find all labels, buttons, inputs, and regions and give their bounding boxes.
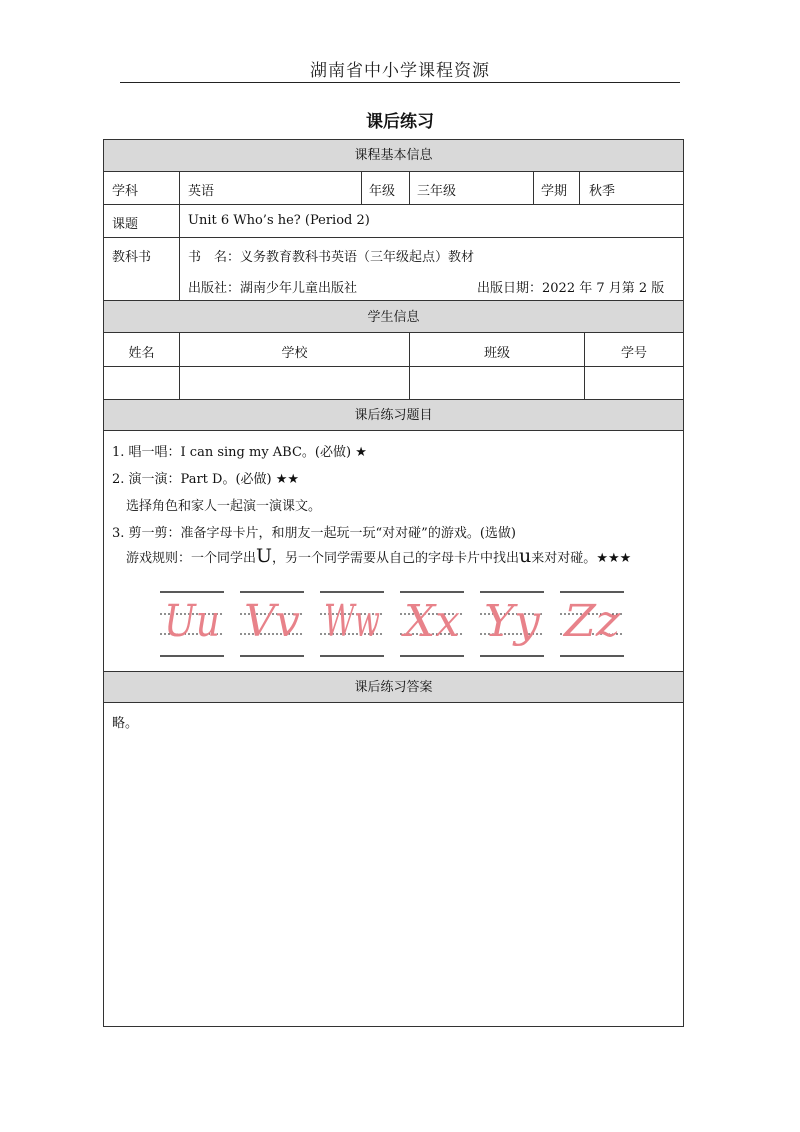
star-rating: ★★ [275, 472, 300, 487]
letter-cards [160, 584, 630, 664]
letter-pair-text: Zz [561, 596, 621, 647]
letter-pair-z [560, 592, 624, 656]
star-rating: ★★★ [596, 551, 632, 566]
letter-pair-text: Vv [244, 596, 301, 647]
exercises-header: 课后练习题目 [104, 399, 683, 431]
name-column-header: 姓名 [128, 346, 155, 361]
textbook-label: 教科书 [112, 250, 152, 265]
letter-pair-text: Xx [401, 596, 461, 647]
subject-value: 英语 [188, 184, 215, 199]
topic-label: 课题 [112, 217, 139, 232]
row-divider [104, 366, 683, 367]
row-divider [104, 237, 683, 238]
letter-pair-u [160, 592, 224, 656]
worksheet-table [103, 139, 684, 1027]
student-id-column-header: 学号 [620, 346, 647, 361]
col-divider [579, 172, 580, 204]
school-column-header: 学校 [281, 346, 308, 361]
publish-date: 出版日期：2022 年 7 月第 2 版 [477, 281, 665, 296]
row-divider [104, 204, 683, 205]
exercise-2: 2. 演一演：Part D。(必做) ★★ [112, 472, 300, 487]
header-rule [120, 82, 680, 83]
letter-pair-text: Ww [324, 596, 380, 647]
game-rule: 游戏规则：一个同学出U，另一个同学需要从自己的字母卡片中找出u来对对碰。★★★ [126, 545, 632, 567]
term-value: 秋季 [589, 184, 616, 199]
topic-value: Unit 6 Who’s he? (Period 2) [188, 213, 370, 228]
publisher: 出版社：湖南少年儿童出版社 [188, 281, 358, 296]
course-info-header: 课程基本信息 [104, 140, 683, 172]
class-column-header: 班级 [483, 346, 510, 361]
term-label: 学期 [541, 184, 568, 199]
page-title: 课后练习 [366, 112, 434, 132]
col-divider [179, 172, 180, 300]
grade-value: 三年级 [417, 184, 457, 199]
letter-pair-w [320, 592, 384, 656]
letter-pair-text: Uu [164, 596, 220, 647]
col-divider [361, 172, 362, 204]
col-divider [409, 172, 410, 204]
answer-text: 略。 [112, 716, 139, 731]
exercise-1: 1. 唱一唱：I can sing my ABC。(必做) ★ [112, 445, 367, 460]
document-header: 湖南省中小学课程资源 [310, 61, 490, 81]
exercise-2-detail: 选择角色和家人一起演一演课文。 [126, 499, 322, 514]
col-divider [533, 172, 534, 204]
exercise-3: 3. 剪一剪：准备字母卡片，和朋友一起玩一玩“对对碰”的游戏。(选做) [112, 526, 516, 541]
letter-pair-x [400, 592, 464, 656]
grade-label: 年级 [369, 184, 396, 199]
star-rating: ★ [355, 445, 367, 460]
letter-pair-y [480, 592, 544, 656]
student-info-header: 学生信息 [104, 300, 683, 333]
subject-label: 学科 [112, 184, 139, 199]
letter-pair-text: Yy [484, 596, 542, 647]
book-name: 书 名：义务教育教科书英语（三年级起点）教材 [188, 250, 475, 265]
letter-pair-v [240, 592, 304, 656]
answers-header: 课后练习答案 [104, 671, 683, 703]
